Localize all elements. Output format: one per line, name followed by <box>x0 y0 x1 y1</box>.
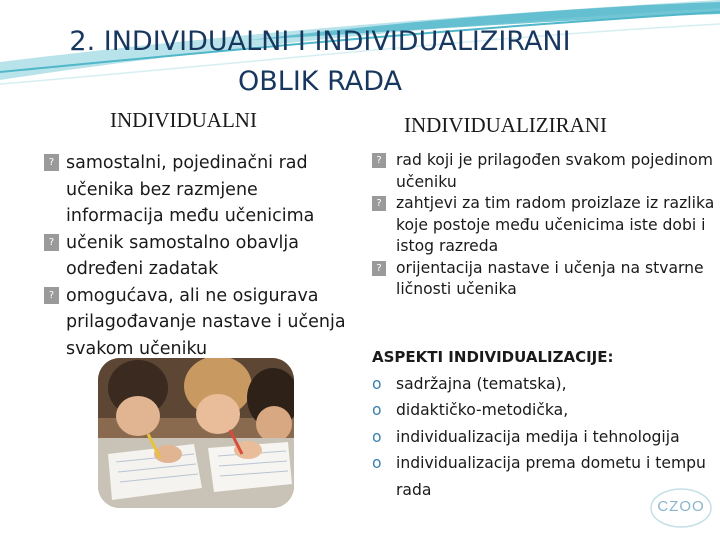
list-item: ? učenik samostalno obavlja određeni zadatak <box>44 230 350 283</box>
aspects-title: ASPEKTI INDIVIDUALIZACIJE: <box>372 348 614 366</box>
bullet-icon: ? <box>44 287 59 304</box>
title-line-2: OBLIK RADA <box>238 66 402 97</box>
right-bullet-list <box>372 150 717 301</box>
bullet-icon: ? <box>372 261 386 276</box>
circle-bullet-icon: o <box>372 427 382 446</box>
circle-bullet-icon: o <box>372 401 382 419</box>
list-item: o individualizacija medija i tehnologija <box>372 424 717 451</box>
logo-text: CZOO <box>657 498 705 515</box>
list-item: ? orijentacija nastave i učenja na stvarne ličnosti učenika <box>372 258 717 301</box>
bullet-icon: ? <box>44 234 59 251</box>
title-line-1: 2. INDIVIDUALNI I INDIVIDUALIZIRANI <box>69 26 571 57</box>
aspects-section <box>372 344 717 503</box>
circle-bullet-icon: o <box>372 374 382 393</box>
czoo-logo <box>648 486 714 530</box>
list-item: ? omogućava, ali ne osigurava prilagođavanje nastave i učenja svakom učeniku <box>44 283 350 363</box>
bullet-icon: ? <box>44 154 59 171</box>
list-item: o sadržajna (tematska), <box>372 371 717 398</box>
list-item: o didaktičko-metodička, <box>372 397 717 424</box>
page-title <box>0 22 640 102</box>
list-item: ? rad koji je prilagođen svakom pojedinom učeniku <box>372 150 717 193</box>
bullet-icon: ? <box>372 153 386 168</box>
list-item: o individualizacija prema dometu i tempu rada <box>372 450 717 503</box>
students-writing-photo <box>98 358 294 508</box>
right-column-heading: INDIVIDUALIZIRANI <box>404 113 607 137</box>
bullet-icon: ? <box>372 196 386 211</box>
left-column-heading: INDIVIDUALNI <box>110 108 257 132</box>
list-item: ? samostalni, pojedinačni rad učenika bez razmjene informacija među učenicima <box>44 150 350 230</box>
list-item: ? zahtjevi za tim radom proizlaze iz razlika koje postoje među učenicima iste dobi i istog razreda <box>372 193 717 258</box>
aspects-list <box>372 371 717 504</box>
left-bullet-list <box>44 150 350 362</box>
circle-bullet-icon: o <box>372 454 382 472</box>
